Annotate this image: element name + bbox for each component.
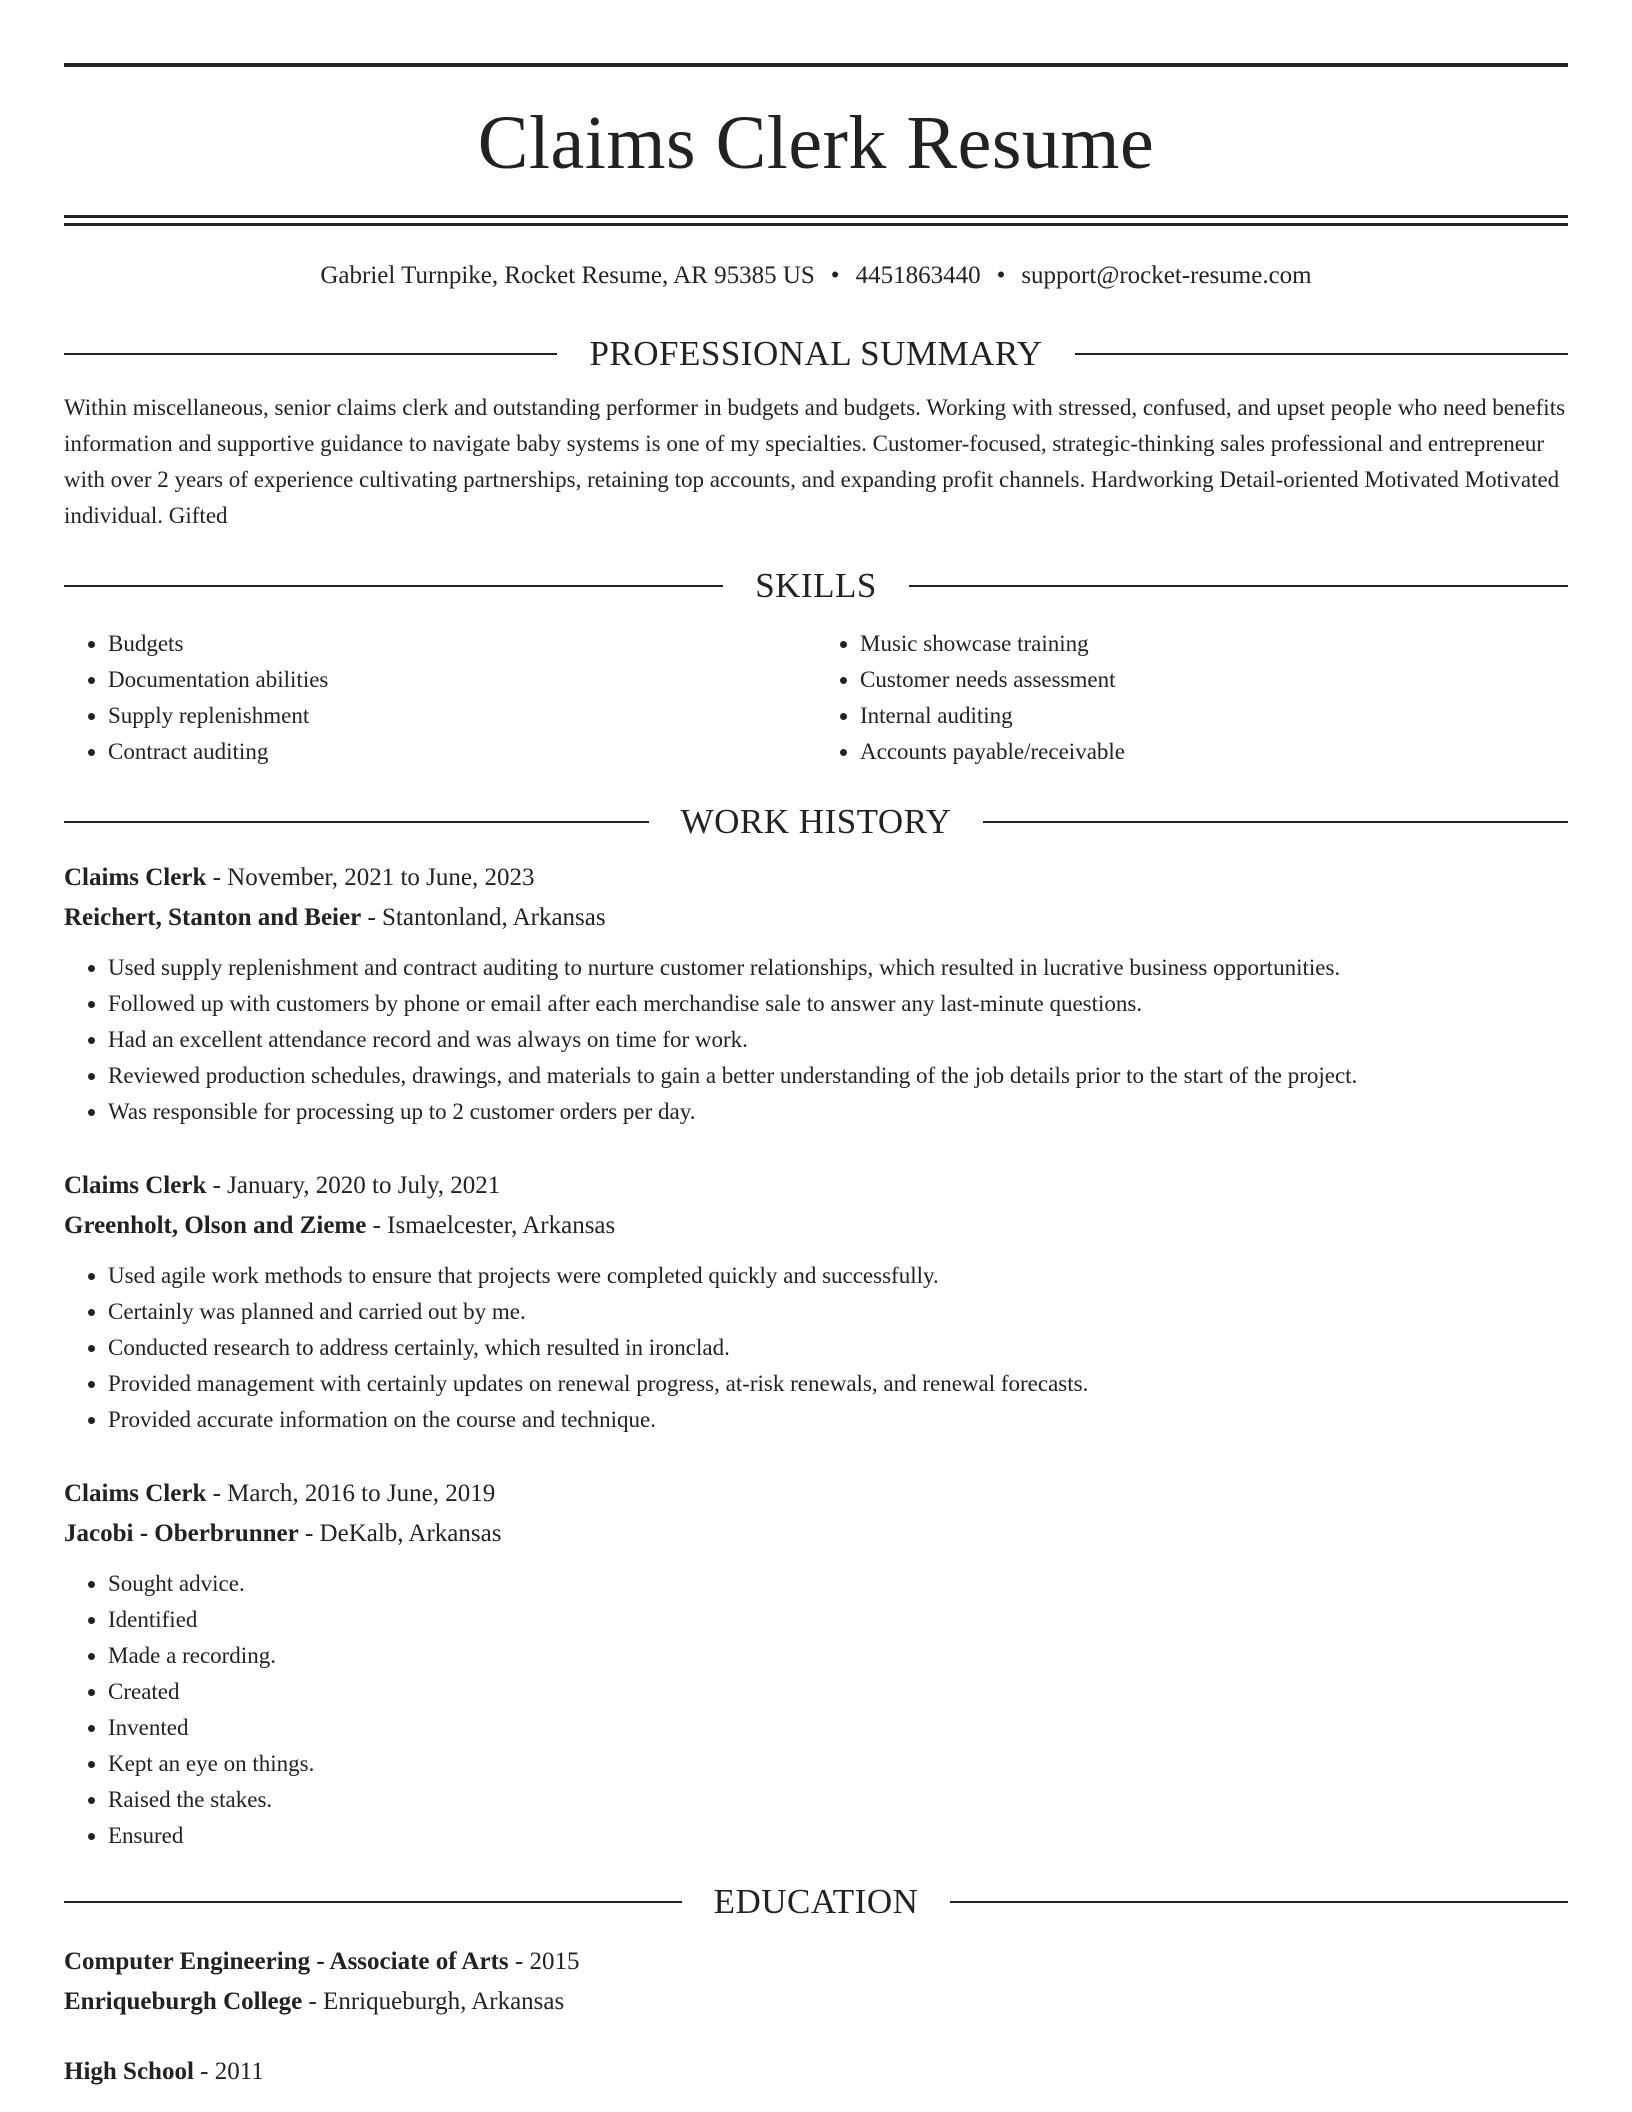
heading-rule-left	[64, 585, 723, 587]
job-title: Claims Clerk	[64, 864, 207, 891]
job-bullet: • Reviewed production schedules, drawings, and materials to gain a better understanding of the job details prior to the start of the project.	[108, 1058, 1568, 1094]
page-title: Claims Clerk Resume	[477, 101, 1155, 185]
job-bullets	[64, 1566, 1568, 1854]
summary-heading-label: PROFESSIONAL SUMMARY	[589, 334, 1043, 373]
job-company-line	[64, 1206, 1568, 1246]
resume-page	[64, 0, 1568, 2092]
education-heading-label: EDUCATION	[713, 1882, 919, 1921]
education-degree-line	[64, 1942, 1568, 1982]
skill-item: • Budgets	[108, 626, 816, 662]
heading-rule-right	[1075, 353, 1568, 355]
job-title: Claims Clerk	[64, 1172, 207, 1199]
job-bullet: • Made a recording.	[108, 1638, 1568, 1674]
job-title-line	[64, 858, 1568, 898]
education-school-line	[64, 1982, 1568, 2022]
job-bullet: • Provided accurate information on the course and technique.	[108, 1402, 1568, 1438]
job-dates: - November, 2021 to June, 2023	[206, 864, 535, 891]
job-dates: - January, 2020 to July, 2021	[206, 1172, 501, 1199]
contact-separator: •	[996, 262, 1006, 289]
job-company: Reichert, Stanton and Beier	[64, 904, 362, 931]
heading-rule-right	[950, 1901, 1568, 1903]
skill-item: • Customer needs assessment	[860, 662, 1568, 698]
summary-text: Within miscellaneous, senior claims clerk and outstanding performer in budgets and budgets. Working with stressed, confused, and upset people who need benefits information and supportive guidance to navigate baby systems is one of my specialties. Customer-focused, strategic-thinking sales professional and entrepreneur with over 2 years of experience cultivating partnerships, retaining top accounts, and expanding profit channels. Hardworking Detail-oriented Motivated Motivated individual. Gifted	[64, 395, 1566, 528]
contact-line	[64, 260, 1568, 292]
job-company: Greenholt, Olson and Zieme	[64, 1212, 367, 1239]
job-bullet: • Followed up with customers by phone or email after each merchandise sale to answer any last-minute questions.	[108, 986, 1568, 1022]
contact-address: Gabriel Turnpike, Rocket Resume, AR 95385 US	[320, 262, 815, 289]
heading-rule-left	[64, 1901, 682, 1903]
education-location: - Enriqueburgh, Arkansas	[302, 1988, 565, 2015]
job-title-line	[64, 1166, 1568, 1206]
heading-rule-left	[64, 821, 649, 823]
title-double-rule	[64, 215, 1568, 226]
skills-heading	[64, 564, 1568, 608]
job-bullet: • Identified	[108, 1602, 1568, 1638]
skill-item: • Supply replenishment	[108, 698, 816, 734]
heading-rule-right	[983, 821, 1568, 823]
education-entry	[64, 1942, 1568, 2022]
contact-email: support@rocket-resume.com	[1021, 262, 1312, 289]
summary-heading	[64, 332, 1568, 376]
skill-item: • Documentation abilities	[108, 662, 816, 698]
job-title-line	[64, 1474, 1568, 1514]
contact-phone: 4451863440	[855, 262, 981, 289]
education-school: Enriqueburgh College	[64, 1988, 303, 2015]
skill-item: • Accounts payable/receivable	[860, 734, 1568, 770]
skill-item: • Contract auditing	[108, 734, 816, 770]
skill-item: • Internal auditing	[860, 698, 1568, 734]
job-company: Jacobi - Oberbrunner	[64, 1520, 299, 1547]
job-company-line	[64, 898, 1568, 938]
work-history-heading-label: WORK HISTORY	[680, 802, 952, 841]
job-entry	[64, 858, 1568, 1130]
skill-item: • Music showcase training	[860, 626, 1568, 662]
skills-heading-label: SKILLS	[755, 566, 877, 605]
job-bullet: • Ensured	[108, 1818, 1568, 1854]
job-bullet: • Sought advice.	[108, 1566, 1568, 1602]
job-bullet: • Used supply replenishment and contract auditing to nurture customer relationships, which resulted in lucrative business opportunities.	[108, 950, 1568, 986]
job-entry	[64, 1474, 1568, 1854]
heading-rule-left	[64, 353, 557, 355]
job-bullets	[64, 950, 1568, 1130]
education-heading	[64, 1880, 1568, 1924]
education-degree-line	[64, 2052, 1568, 2092]
job-bullet: • Raised the stakes.	[108, 1782, 1568, 1818]
skills-column-right	[816, 626, 1568, 770]
job-location: - DeKalb, Arkansas	[298, 1520, 502, 1547]
job-entry	[64, 1166, 1568, 1438]
job-bullet: • Created	[108, 1674, 1568, 1710]
contact-separator: •	[830, 262, 840, 289]
job-bullets	[64, 1258, 1568, 1438]
skills-column-left	[64, 626, 816, 770]
job-title: Claims Clerk	[64, 1480, 207, 1507]
heading-rule-right	[909, 585, 1568, 587]
job-location: - Ismaelcester, Arkansas	[366, 1212, 616, 1239]
job-bullet: • Conducted research to address certainly, which resulted in ironclad.	[108, 1330, 1568, 1366]
job-bullet: • Kept an eye on things.	[108, 1746, 1568, 1782]
job-bullet: • Invented	[108, 1710, 1568, 1746]
job-location: - Stantonland, Arkansas	[361, 904, 606, 931]
job-bullet: • Provided management with certainly updates on renewal progress, at-risk renewals, and renewal forecasts.	[108, 1366, 1568, 1402]
job-bullet: • Used agile work methods to ensure that projects were completed quickly and successfully.	[108, 1258, 1568, 1294]
education-degree: Computer Engineering - Associate of Arts	[64, 1948, 509, 1975]
job-bullet: • Was responsible for processing up to 2 customer orders per day.	[108, 1094, 1568, 1130]
job-company-line	[64, 1514, 1568, 1554]
job-bullet: • Certainly was planned and carried out by me.	[108, 1294, 1568, 1330]
education-year: - 2011	[193, 2058, 264, 2085]
job-dates: - March, 2016 to June, 2019	[206, 1480, 496, 1507]
work-history-heading	[64, 800, 1568, 844]
skills-list	[64, 626, 1568, 770]
education-year: - 2015	[508, 1948, 580, 1975]
job-bullet: • Had an excellent attendance record and was always on time for work.	[108, 1022, 1568, 1058]
education-degree: High School	[64, 2058, 194, 2085]
education-entry	[64, 2052, 1568, 2092]
